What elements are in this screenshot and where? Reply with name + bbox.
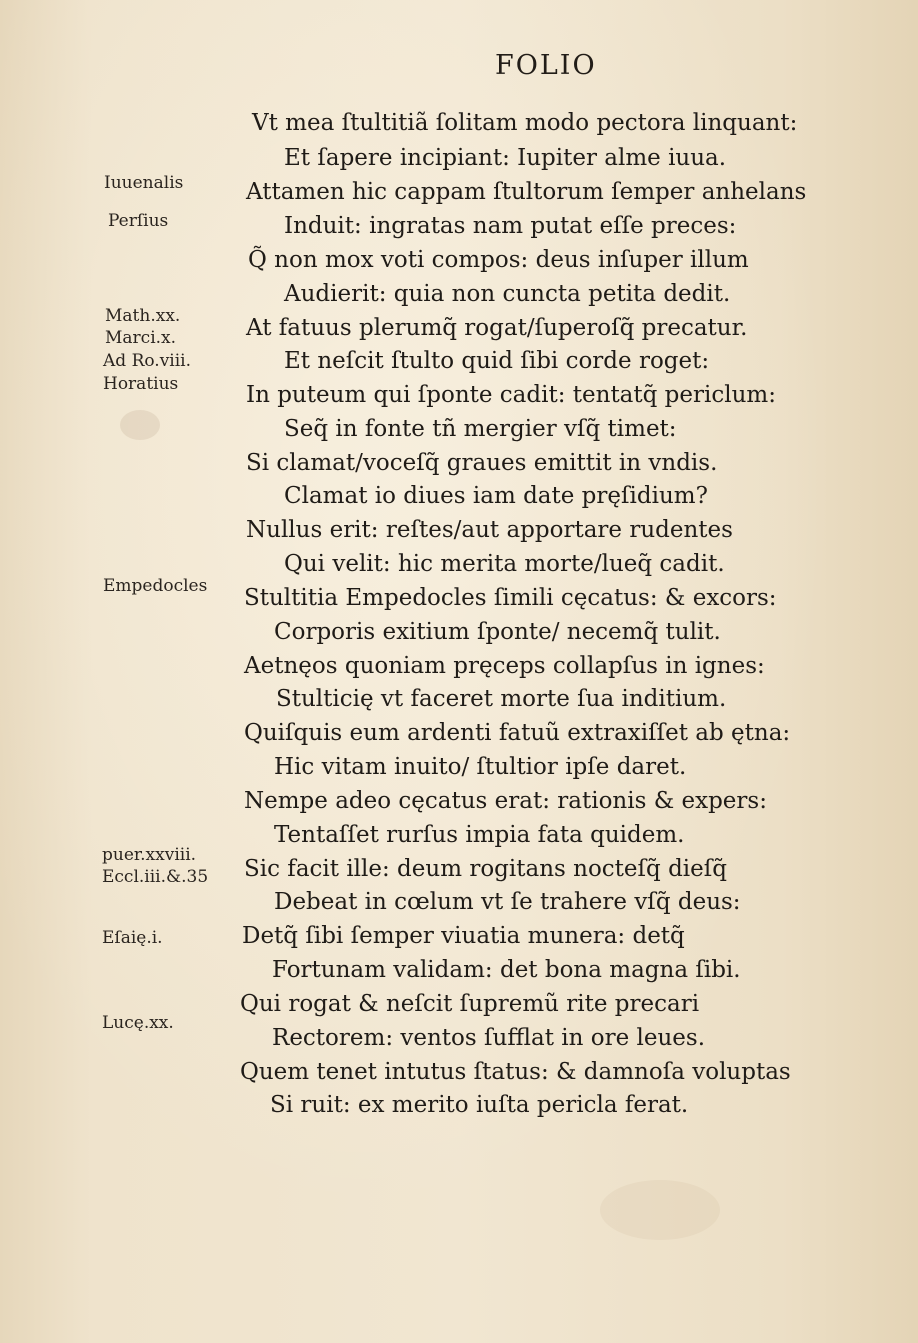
verse-line: Nempe adeo cęcatus erat: rationis & expers: — [244, 788, 767, 814]
verse-line: Quiſquis eum ardenti fatuũ extraxiſſet ab ętna: — [244, 720, 791, 746]
verse-line: Stultitia Empedocles ſimili cęcatus: & excors: — [244, 585, 777, 611]
verse-line: Qui rogat & neſcit ſupremũ rite precari — [240, 991, 700, 1017]
verse-line: Quem tenet intutus ſtatus: & damnoſa voluptas — [240, 1059, 791, 1085]
margin-note: Eccl.iii.&.35 — [102, 867, 209, 887]
verse-line: Et ſapere incipiant: Iupiter alme iuua. — [284, 145, 727, 171]
verse-line: Q̃ non mox voti compos: deus inſuper illum — [248, 247, 749, 273]
verse-line: Si clamat/voceſq̃ graues emittit in vndis. — [246, 450, 718, 476]
verse-line: Et neſcit ſtulto quid ſibi corde roget: — [284, 348, 710, 374]
verse-line: Corporis exitium ſponte/ necemq̃ tulit. — [274, 619, 721, 645]
verse-line: In puteum qui ſponte cadit: tentatq̃ periclum: — [246, 382, 776, 408]
verse-line: At fatuus plerumq̃ rogat/ſuperoſq̃ precatur. — [246, 315, 748, 341]
verse-line: Sic facit ille: deum rogitans nocteſq̃ dieſq̃ — [244, 856, 727, 882]
verse-line: Attamen hic cappam ſtultorum ſemper anhelans — [246, 179, 807, 205]
verse-line: Rectorem: ventos ſufflat in ore leues. — [272, 1025, 706, 1051]
folio-heading: FOLIO — [495, 50, 597, 81]
verse-line: Clamat io diues iam date pręſidium? — [284, 483, 708, 509]
margin-note: Empedocles — [103, 576, 208, 596]
paper-stain — [600, 1180, 720, 1240]
verse-line: Hic vitam inuito/ ſtultior ipſe daret. — [274, 754, 687, 780]
margin-note: Eſaię.i. — [102, 928, 163, 948]
verse-line: Induit: ingratas nam putat eſſe preces: — [284, 213, 737, 239]
verse-line: Tentaſſet rurſus impia fata quidem. — [274, 822, 685, 848]
verse-line: Debeat in cœlum vt ſe trahere vſq̃ deus: — [274, 889, 741, 915]
verse-line: Fortunam validam: det bona magna ſibi. — [272, 957, 741, 983]
verse-line: Seq̃ in fonte tñ mergier vſq̃ timet: — [284, 416, 677, 442]
margin-note: Marci.x. — [105, 328, 177, 348]
verse-line: Aetnęos quoniam pręceps collapſus in ignes: — [244, 653, 765, 679]
margin-note: Math.xx. — [105, 306, 181, 326]
verse-line: Nullus erit: reſtes/aut apportare rudentes — [246, 517, 733, 543]
margin-note: puer.xxviii. — [102, 845, 197, 865]
margin-note: Ad Ro.viii. — [103, 351, 192, 371]
paper-stain — [120, 410, 160, 440]
verse-line: Audierit: quia non cuncta petita dedit. — [284, 281, 731, 307]
verse-line: Vt mea ſtultitiã ſolitam modo pectora linquant: — [252, 110, 798, 136]
verse-line: Detq̃ ſibi ſemper viuatia munera: detq̃ — [242, 923, 685, 949]
verse-line: Qui velit: hic merita morte/lueq̃ cadit. — [284, 551, 725, 577]
verse-line: Stulticię vt faceret morte ſua inditium. — [276, 686, 727, 712]
verse-line: Si ruit: ex merito iuſta pericla ferat. — [270, 1092, 689, 1118]
margin-note: Perſius — [108, 211, 169, 231]
margin-note: Horatius — [103, 374, 179, 394]
margin-note: Lucę.xx. — [102, 1013, 174, 1033]
margin-note: Iuuenalis — [104, 173, 184, 193]
